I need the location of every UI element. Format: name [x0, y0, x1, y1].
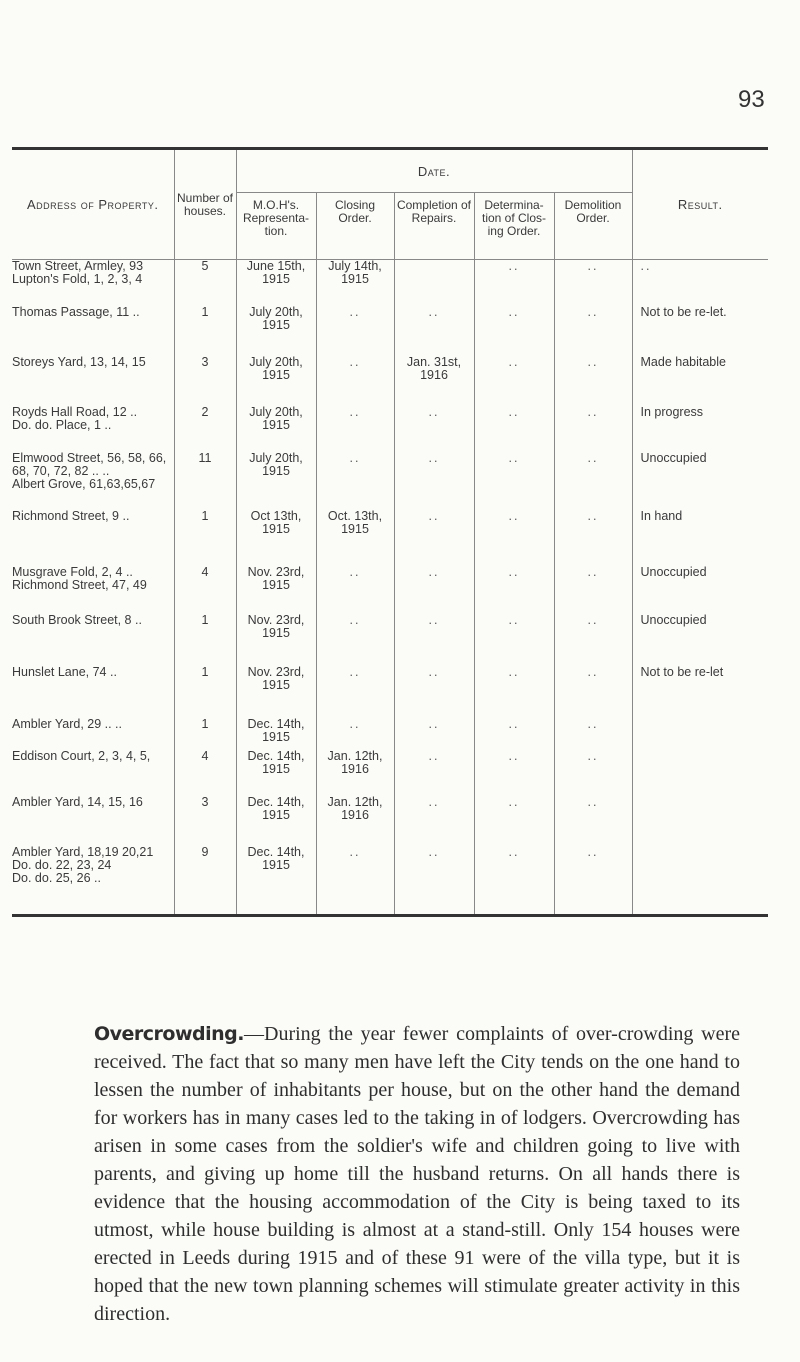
- cell-moh-representation: Nov. 23rd, 1915: [236, 566, 316, 614]
- cell-closing-order: ..: [316, 306, 394, 356]
- cell-moh-representation: Dec. 14th, 1915: [236, 796, 316, 846]
- header-determination-of-closing-order: Determina- tion of Clos- ing Order.: [474, 193, 554, 260]
- cell-determination: ..: [474, 452, 554, 510]
- cell-demolition-order: ..: [587, 748, 599, 763]
- cell-demolition-order: ..: [587, 450, 599, 465]
- address-line: Albert Grove, 61,63,65,67: [12, 476, 156, 491]
- cell-completion-of-repairs: ..: [394, 846, 474, 916]
- cell-address: [12, 846, 174, 916]
- cell-number-of-houses: 9: [174, 846, 236, 916]
- address-line: Eddison Court, 2, 3, 4, 5,: [12, 748, 151, 763]
- cell-result: In progress: [632, 406, 768, 452]
- cell-number-of-houses: 1: [174, 510, 236, 566]
- cell-moh-representation: July 20th, 1915: [236, 406, 316, 452]
- cell-moh-representation: Dec. 14th, 1915: [236, 718, 316, 750]
- cell-result: ..: [632, 260, 768, 306]
- cell-moh-representation: July 20th, 1915: [236, 306, 316, 356]
- cell-determination: ..: [474, 750, 554, 796]
- cell-determination: ..: [474, 406, 554, 452]
- cell-closing-order: ..: [316, 614, 394, 666]
- cell-address: [12, 566, 174, 614]
- cell-result: Not to be re-let: [632, 666, 768, 718]
- cell-closing-order: Jan. 12th, 1916: [316, 796, 394, 846]
- cell-moh-representation: Dec. 14th, 1915: [236, 750, 316, 796]
- table-row: [12, 406, 768, 452]
- page-number: 93: [738, 86, 765, 113]
- cell-closing-order: ..: [316, 666, 394, 718]
- cell-result: [632, 846, 768, 916]
- cell-result: Not to be re-let.: [632, 306, 768, 356]
- cell-number-of-houses: 4: [174, 566, 236, 614]
- cell-moh-representation: Nov. 23rd, 1915: [236, 666, 316, 718]
- cell-number-of-houses: 3: [174, 796, 236, 846]
- cell-address: [12, 452, 174, 510]
- cell-closing-order: ..: [316, 846, 394, 916]
- header-number-of-houses: Number of houses.: [174, 149, 236, 260]
- cell-determination: ..: [474, 260, 554, 306]
- cell-completion-of-repairs: ..: [394, 406, 474, 452]
- cell-completion-of-repairs: [394, 260, 474, 306]
- cell-demolition-order: ..: [587, 304, 599, 319]
- cell-number-of-houses: 1: [174, 718, 236, 750]
- cell-number-of-houses: 2: [174, 406, 236, 452]
- address-line: Do. do. Place, 1 ..: [12, 417, 112, 432]
- cell-address: [12, 356, 174, 406]
- cell-moh-representation: July 20th, 1915: [236, 452, 316, 510]
- cell-demolition-order: ..: [587, 508, 599, 523]
- cell-address: [12, 796, 174, 846]
- cell-moh-representation: Oct 13th, 1915: [236, 510, 316, 566]
- cell-determination: ..: [474, 614, 554, 666]
- cell-closing-order: ..: [316, 566, 394, 614]
- cell-determination: ..: [474, 718, 554, 750]
- cell-demolition-order: ..: [587, 404, 599, 419]
- paragraph-body: —During the year fewer complaints of over-crowding were received. The fact that so many men have left the City tends on the one hand to lessen the number of inhabitants per house, but on the other hand the demand for workers has in many cases led to the taking in of lodgers. Overcrowding has arisen in some cases from the soldier's wife and children going to live with parents, and giving up home till the husband returns. On all hands there is evidence that the housing accommodation of the City is being taxed to its utmost, while house building is almost at a stand-still. Only 154 houses were erected in Leeds during 1915 and of these 91 were of the villa type, but it is hoped that the new town planning schemes will stimulate greater activity in this direction.: [94, 1023, 740, 1325]
- table-row: [12, 846, 768, 916]
- address-line: Hunslet Lane, 74 ..: [12, 664, 117, 679]
- cell-completion-of-repairs: ..: [394, 510, 474, 566]
- cell-result: Made habitable: [632, 356, 768, 406]
- cell-result: Unoccupied: [632, 452, 768, 510]
- table-row: [12, 796, 768, 846]
- cell-closing-order: ..: [316, 356, 394, 406]
- cell-result: In hand: [632, 510, 768, 566]
- address-line: Ambler Yard, 29 .. ..: [12, 716, 123, 731]
- cell-determination: ..: [474, 796, 554, 846]
- header-date: Date.: [236, 149, 632, 193]
- cell-determination: ..: [474, 846, 554, 916]
- address-line: Do. do. 25, 26 ..: [12, 870, 101, 885]
- cell-address: [12, 614, 174, 666]
- cell-moh-representation: July 20th, 1915: [236, 356, 316, 406]
- cell-completion-of-repairs: ..: [394, 614, 474, 666]
- address-line: Town Street, Armley, 93: [12, 259, 144, 273]
- header-result: Result.: [632, 149, 768, 260]
- cell-closing-order: Oct. 13th, 1915: [316, 510, 394, 566]
- cell-moh-representation: June 15th, 1915: [236, 260, 316, 306]
- cell-determination: ..: [474, 566, 554, 614]
- cell-address: [12, 666, 174, 718]
- cell-demolition-order: ..: [587, 259, 599, 273]
- table-row: [12, 452, 768, 510]
- cell-moh-representation: Nov. 23rd, 1915: [236, 614, 316, 666]
- cell-number-of-houses: 5: [174, 260, 236, 306]
- address-line: Do. do. 22, 23, 24: [12, 857, 112, 872]
- cell-address: [12, 510, 174, 566]
- address-line: Lupton's Fold, 1, 2, 3, 4: [12, 272, 143, 286]
- cell-closing-order: ..: [316, 406, 394, 452]
- cell-completion-of-repairs: ..: [394, 718, 474, 750]
- table-row: [12, 566, 768, 614]
- cell-result: [632, 718, 768, 750]
- table-row: [12, 510, 768, 566]
- cell-result: [632, 750, 768, 796]
- header-address: Address of Property.: [12, 149, 174, 260]
- header-moh-representation: M.O.H's. Representa- tion.: [236, 193, 316, 260]
- address-line: Richmond Street, 47, 49: [12, 577, 147, 592]
- cell-completion-of-repairs: Jan. 31st, 1916: [394, 356, 474, 406]
- table-body: [12, 260, 768, 916]
- cell-completion-of-repairs: ..: [394, 452, 474, 510]
- cell-demolition-order: ..: [587, 564, 599, 579]
- paragraph-heading: Overcrowding.: [94, 1023, 244, 1045]
- cell-closing-order: ..: [316, 718, 394, 750]
- cell-address: [12, 260, 174, 306]
- address-line: Ambler Yard, 18,19 20,21: [12, 844, 154, 859]
- cell-address: [12, 750, 174, 796]
- table-row: [12, 750, 768, 796]
- address-line: Richmond Street, 9 ..: [12, 508, 130, 523]
- header-completion-of-repairs: Completion of Repairs.: [394, 193, 474, 260]
- cell-demolition-order: ..: [587, 844, 599, 859]
- cell-moh-representation: Dec. 14th, 1915: [236, 846, 316, 916]
- cell-result: Unoccupied: [632, 566, 768, 614]
- cell-completion-of-repairs: ..: [394, 566, 474, 614]
- cell-demolition-order: ..: [587, 716, 599, 731]
- cell-determination: ..: [474, 306, 554, 356]
- cell-closing-order: Jan. 12th, 1916: [316, 750, 394, 796]
- address-line: Royds Hall Road, 12 ..: [12, 404, 138, 419]
- header-demolition-order: Demolition Order.: [554, 193, 632, 260]
- cell-completion-of-repairs: ..: [394, 306, 474, 356]
- cell-closing-order: ..: [316, 452, 394, 510]
- table-row: [12, 306, 768, 356]
- cell-number-of-houses: 1: [174, 306, 236, 356]
- table-row: [12, 260, 768, 306]
- cell-number-of-houses: 1: [174, 666, 236, 718]
- property-orders-table: [12, 147, 768, 917]
- cell-demolition-order: ..: [587, 794, 599, 809]
- cell-determination: ..: [474, 510, 554, 566]
- table-row: [12, 666, 768, 718]
- cell-completion-of-repairs: ..: [394, 666, 474, 718]
- cell-number-of-houses: 11: [174, 452, 236, 510]
- address-line: Storeys Yard, 13, 14, 15: [12, 354, 146, 369]
- overcrowding-paragraph: [94, 1020, 740, 1328]
- address-line: Musgrave Fold, 2, 4 ..: [12, 564, 133, 579]
- cell-demolition-order: ..: [587, 354, 599, 369]
- cell-number-of-houses: 3: [174, 356, 236, 406]
- address-line: Thomas Passage, 11 ..: [12, 304, 140, 319]
- cell-determination: ..: [474, 666, 554, 718]
- cell-demolition-order: ..: [587, 664, 599, 679]
- cell-determination: ..: [474, 356, 554, 406]
- cell-address: [12, 718, 174, 750]
- cell-address: [12, 306, 174, 356]
- cell-result: Unoccupied: [632, 614, 768, 666]
- cell-demolition-order: ..: [587, 612, 599, 627]
- table-row: [12, 356, 768, 406]
- address-line: Ambler Yard, 14, 15, 16: [12, 794, 143, 809]
- cell-number-of-houses: 4: [174, 750, 236, 796]
- cell-completion-of-repairs: ..: [394, 750, 474, 796]
- address-line: 68, 70, 72, 82 .. ..: [12, 463, 110, 478]
- cell-completion-of-repairs: ..: [394, 796, 474, 846]
- address-line: Elmwood Street, 56, 58, 66,: [12, 450, 167, 465]
- cell-address: [12, 406, 174, 452]
- table-row: [12, 718, 768, 750]
- header-closing-order: Closing Order.: [316, 193, 394, 260]
- table-row: [12, 614, 768, 666]
- cell-number-of-houses: 1: [174, 614, 236, 666]
- cell-result: [632, 796, 768, 846]
- cell-closing-order: July 14th, 1915: [316, 260, 394, 306]
- address-line: South Brook Street, 8 ..: [12, 612, 142, 627]
